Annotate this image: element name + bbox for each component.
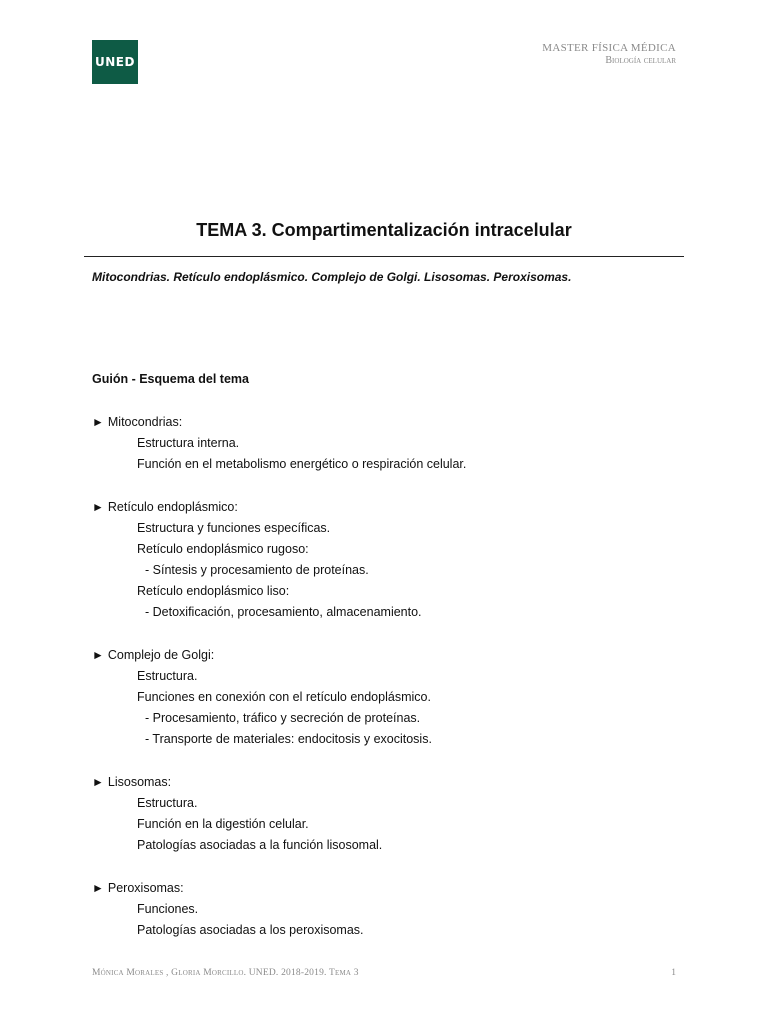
section-heading	[92, 645, 692, 666]
section-heading	[92, 772, 692, 793]
outline-item: Patologías asociadas a la función lisosomal.	[137, 838, 383, 852]
outline-section	[92, 645, 692, 750]
header-program: MASTER FÍSICA MÉDICA	[542, 42, 676, 54]
right-pointer-icon: ►	[92, 500, 104, 514]
outline-item: Retículo endoplásmico rugoso:	[137, 542, 309, 556]
footer-authors: Mónica Morales , Gloria Morcillo. UNED. 2018-2019. Tema 3	[92, 968, 359, 978]
outline-item: Funciones en conexión con el retículo endoplásmico.	[137, 690, 431, 704]
outline-section	[92, 878, 692, 941]
header-course: Biología celular	[605, 55, 676, 66]
outline-item: Estructura.	[137, 669, 198, 683]
right-pointer-icon: ►	[92, 415, 104, 429]
section-heading	[92, 412, 692, 433]
outline-item: Estructura interna.	[137, 436, 240, 450]
outline-item: Función en el metabolismo energético o respiración celular.	[137, 457, 467, 471]
section-heading	[92, 878, 692, 899]
page-title: TEMA 3. Compartimentalización intracelular	[196, 220, 572, 240]
section-heading	[92, 497, 692, 518]
section-heading-text: Retículo endoplásmico:	[107, 500, 238, 514]
section-heading-text: Lisosomas:	[107, 775, 172, 789]
outline-item: Patologías asociadas a los peroxisomas.	[137, 923, 364, 937]
outline-section	[92, 772, 692, 856]
outline-subitem: - Síntesis y procesamiento de proteínas.	[145, 563, 369, 577]
section-heading-text: Peroxisomas:	[107, 881, 184, 895]
right-pointer-icon: ►	[92, 775, 104, 789]
outline-item: Estructura y funciones específicas.	[137, 521, 331, 535]
section-heading-text: Mitocondrias:	[107, 415, 183, 429]
right-pointer-icon: ►	[92, 881, 104, 895]
outline-subitem: - Procesamiento, tráfico y secreción de proteínas.	[145, 711, 421, 725]
section-heading-text: Complejo de Golgi:	[107, 648, 215, 662]
document-header	[542, 42, 676, 67]
outline-sections	[92, 412, 692, 941]
outline-item: Funciones.	[137, 902, 199, 916]
outline-item: Función en la digestión celular.	[137, 817, 309, 831]
outline-item: Estructura.	[137, 796, 198, 810]
outline-section	[92, 412, 692, 475]
uned-logo	[92, 40, 138, 84]
outline-subitem: - Detoxificación, procesamiento, almacenamiento.	[145, 605, 422, 619]
page-subtitle: Mitocondrias. Retículo endoplásmico. Complejo de Golgi. Lisosomas. Peroxisomas.	[92, 270, 572, 284]
logo-text: UNED	[95, 55, 135, 69]
outline-subitem: - Transporte de materiales: endocitosis y exocitosis.	[145, 732, 432, 746]
outline-item: Retículo endoplásmico liso:	[137, 584, 290, 598]
page-number: 1	[671, 968, 676, 978]
right-pointer-icon: ►	[92, 648, 104, 662]
outline-content	[92, 372, 692, 963]
outline-section	[92, 497, 692, 623]
outline-heading: Guión - Esquema del tema	[92, 372, 249, 386]
title-divider	[84, 256, 684, 257]
